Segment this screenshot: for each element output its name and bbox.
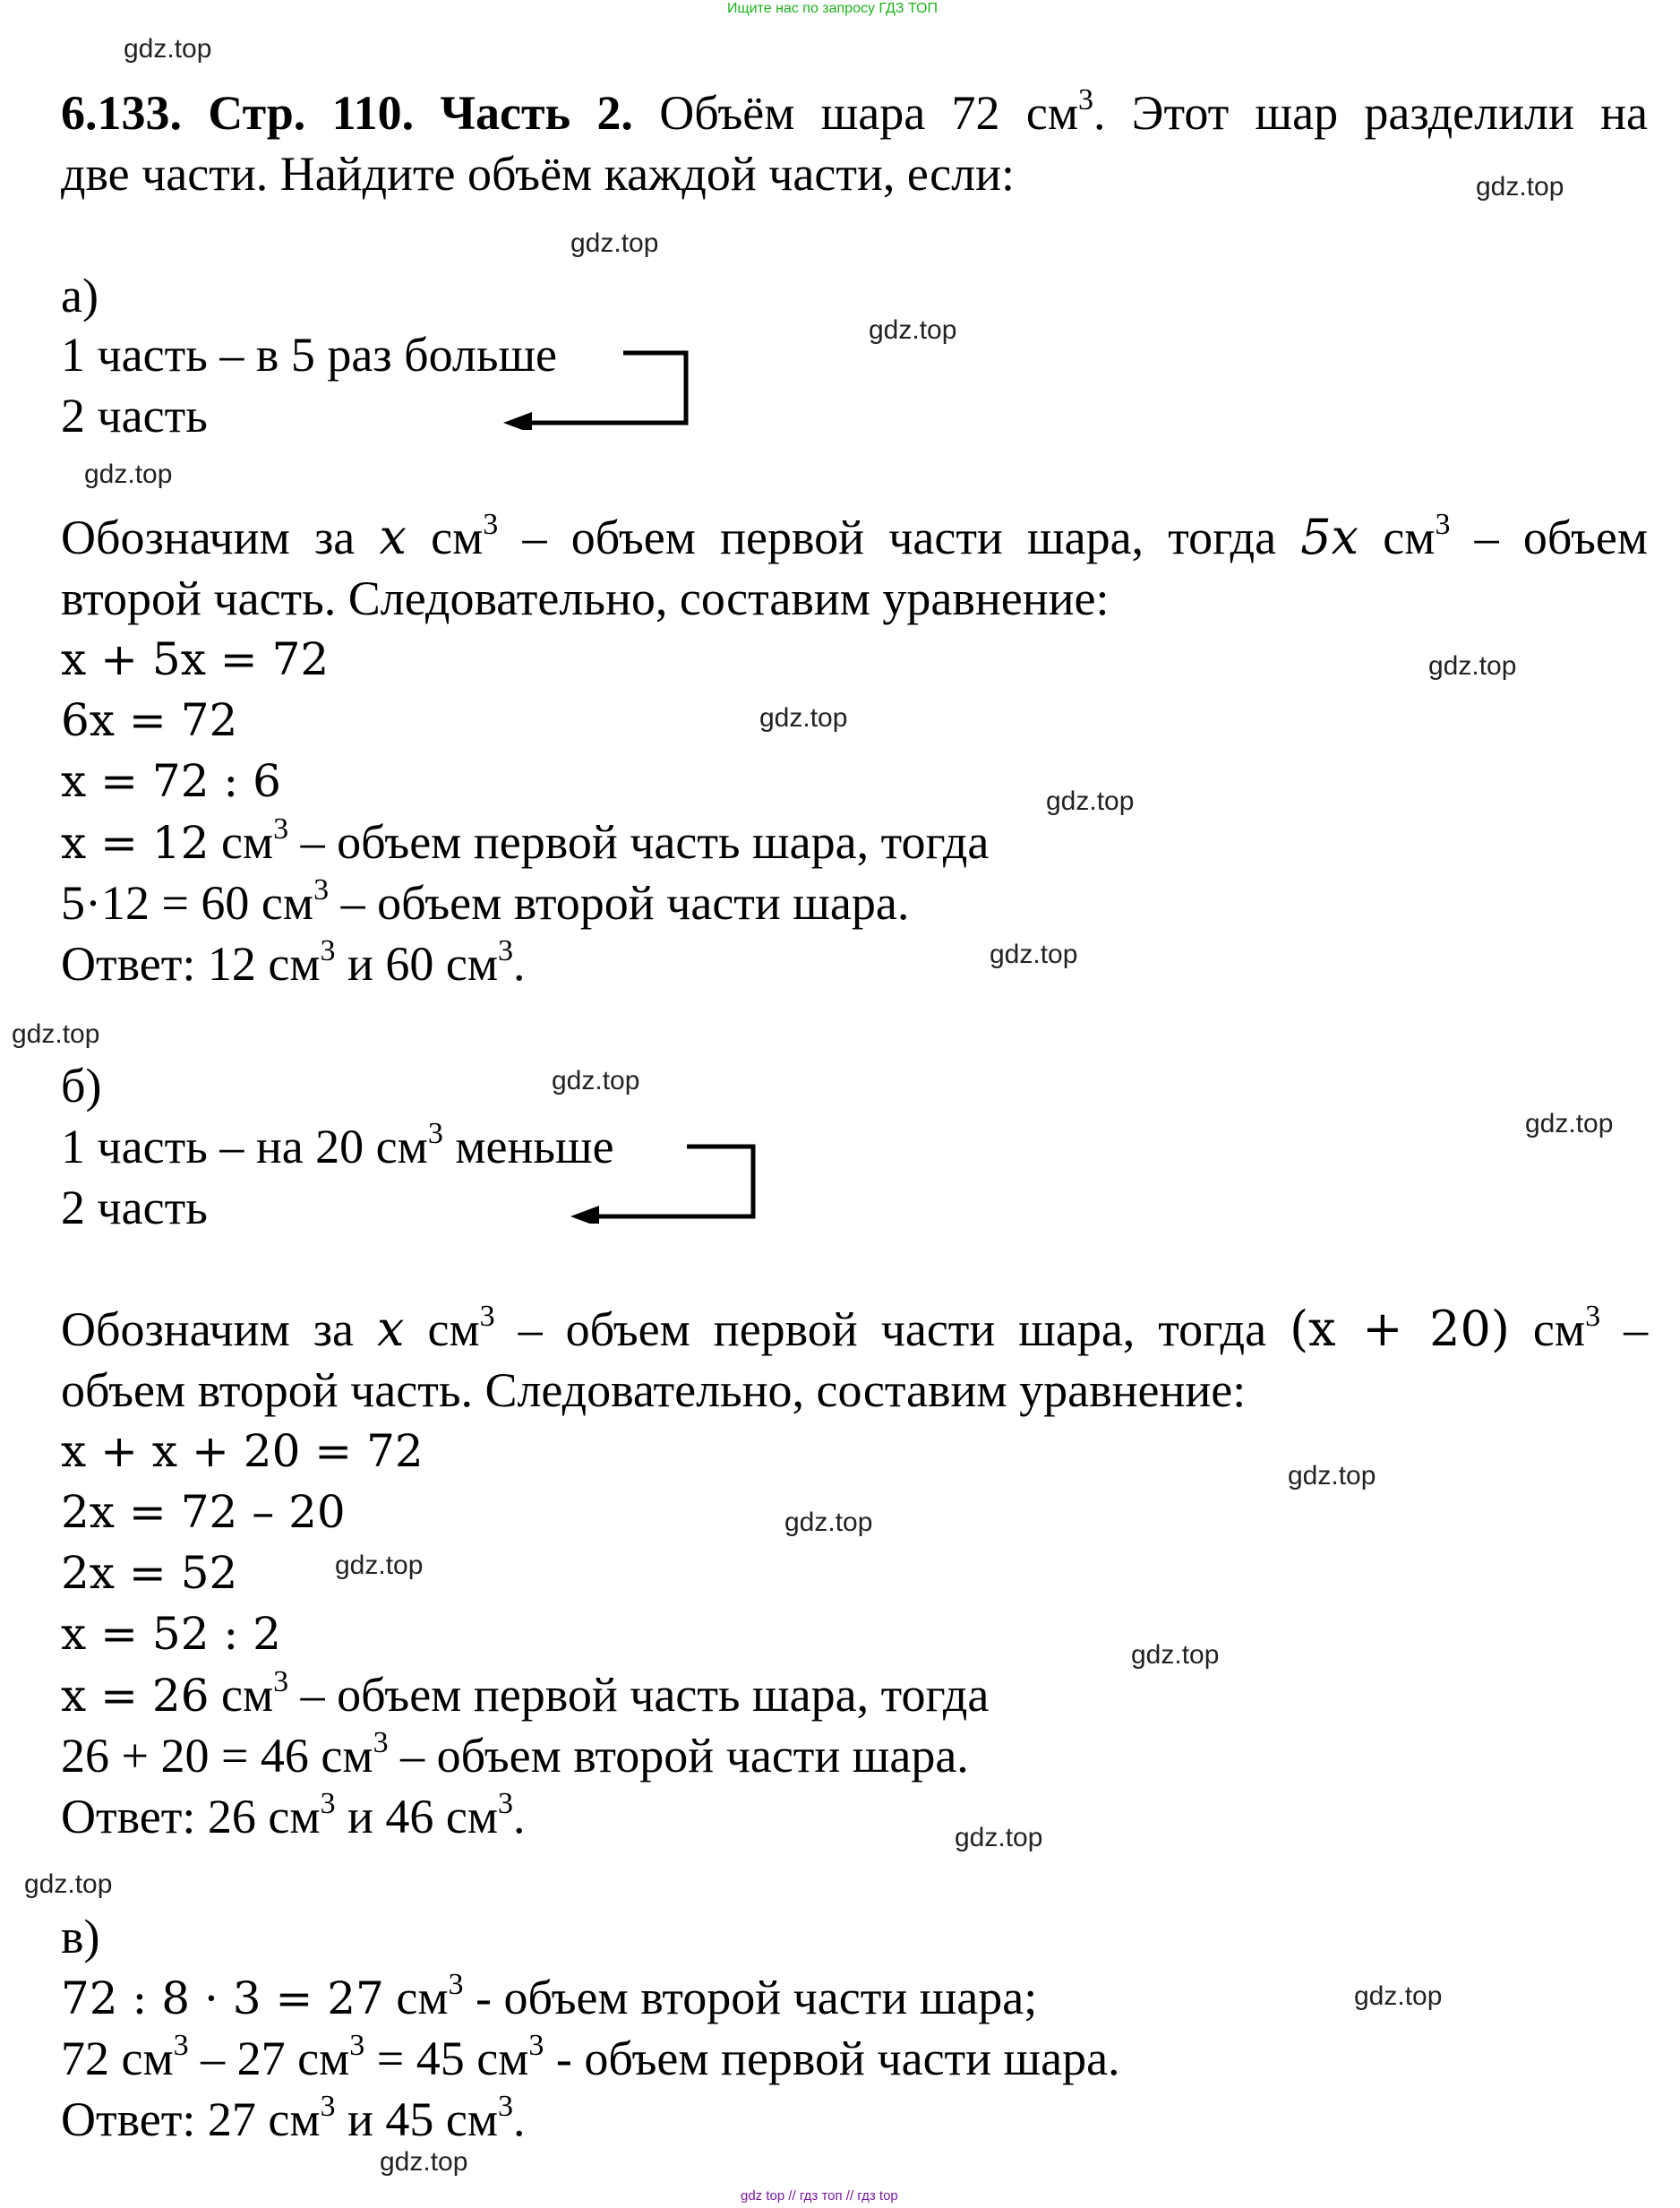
part-c-answer: Ответ: 27 $см^3$ и 45 $см^3$.: [61, 2090, 526, 2146]
part-b-equation-3: 2x = 52: [61, 1547, 238, 1599]
part-c-label: в): [61, 1910, 100, 1963]
watermark: gdz.top: [759, 703, 848, 733]
part-a-condition-1: 1 часть – в 5 раз больше: [61, 328, 558, 382]
top-banner[interactable]: Ищите нас по запросу ГДЗ ТОП: [727, 1, 938, 16]
watermark: gdz.top: [1428, 651, 1517, 681]
watermark: gdz.top: [12, 1019, 100, 1049]
watermark: gdz.top: [955, 1823, 1043, 1852]
part-b-intro-line2: объем второй часть. Следовательно, составим уравнение:: [61, 1363, 1247, 1417]
part-a-condition-2: 2 часть: [61, 389, 208, 442]
watermark: gdz.top: [570, 228, 659, 258]
bottom-banner[interactable]: gdz top // гдз топ // гдз top: [741, 2188, 898, 2204]
part-b-equation-5: x = 26 $см^3$ – объем первой часть шара, тогда: [61, 1665, 990, 1722]
part-c-line-2: 72 $см^3 - 27$ $см^3 = 45$ $см^3$ - объем первой части шара.: [61, 2029, 1120, 2085]
problem-text-line2: две части. Найдите объём каждой части, если:: [61, 147, 1015, 201]
part-a-equation-4: x = 12 $см^3$ – объем первой часть шара, тогда: [61, 812, 990, 869]
part-b-answer: Ответ: 26 $см^3$ и 46 $см^3$.: [61, 1787, 526, 1843]
part-b-equation-6: 26 + 20 = 46 $см^3$ – объем второй части шара.: [61, 1726, 969, 1783]
part-b-equation-4: x = 52 : 2: [61, 1608, 281, 1660]
watermark: gdz.top: [24, 1869, 113, 1899]
part-b-equation-2: 2x = 72 – 20: [61, 1486, 346, 1538]
watermark: gdz.top: [1288, 1461, 1376, 1491]
watermark: gdz.top: [1354, 1981, 1443, 2011]
part-b-relation-arrow: [569, 1134, 766, 1224]
watermark: gdz.top: [124, 34, 212, 64]
part-b-condition-2: 2 часть: [61, 1181, 208, 1234]
watermark: gdz.top: [1476, 172, 1564, 202]
part-a-answer: Ответ: 12 $см^3$ и 60 $см^3$.: [61, 934, 526, 991]
watermark: gdz.top: [1046, 786, 1135, 816]
watermark: gdz.top: [335, 1551, 424, 1580]
part-c-line-1: 72 : 8 · 3 = 27 $см^3$ - объем второй части шара;: [61, 1968, 1038, 2024]
part-a-label: а): [61, 269, 99, 322]
part-b-intro: Обозначим за x $см^3$ – объем первой части шара, тогда (x + 20) $см^3$ –: [61, 1300, 1649, 1357]
watermark: gdz.top: [380, 2147, 468, 2177]
watermark: gdz.top: [552, 1066, 640, 1095]
part-b-equation-1: x + x + 20 = 72: [61, 1425, 424, 1477]
problem-number: 6.133. Стр. 110. Часть 2.: [61, 86, 633, 140]
part-a-intro: Обозначим за x $см^3$ – объем первой части шара, тогда 5x $см^3$ – объем: [61, 508, 1649, 565]
part-a-equation-3: x = 72 : 6: [61, 755, 281, 807]
problem-title: [61, 84, 1648, 142]
part-a-relation-arrow: [501, 340, 699, 430]
part-a-intro-line2: второй часть. Следовательно, составим уравнение:: [61, 571, 1110, 625]
part-b-condition-1: 1 часть – на 20 $см^3$ меньше: [61, 1117, 614, 1173]
part-b-label: б): [61, 1059, 102, 1113]
watermark: gdz.top: [84, 460, 173, 489]
part-a-equation-1: x + 5x = 72: [61, 633, 330, 685]
watermark: gdz.top: [1131, 1640, 1220, 1670]
part-a-equation-2: 6x = 72: [61, 694, 238, 746]
watermark: gdz.top: [990, 940, 1078, 969]
part-a-equation-5: 5·12 = 60 $см^3$ – объем второй части шара.: [61, 873, 910, 930]
watermark: gdz.top: [784, 1508, 873, 1537]
problem-text: Объём шара 72 $см^3$. Этот шар разделили на: [659, 83, 1649, 140]
watermark: gdz.top: [1525, 1109, 1614, 1138]
watermark: gdz.top: [869, 315, 957, 345]
